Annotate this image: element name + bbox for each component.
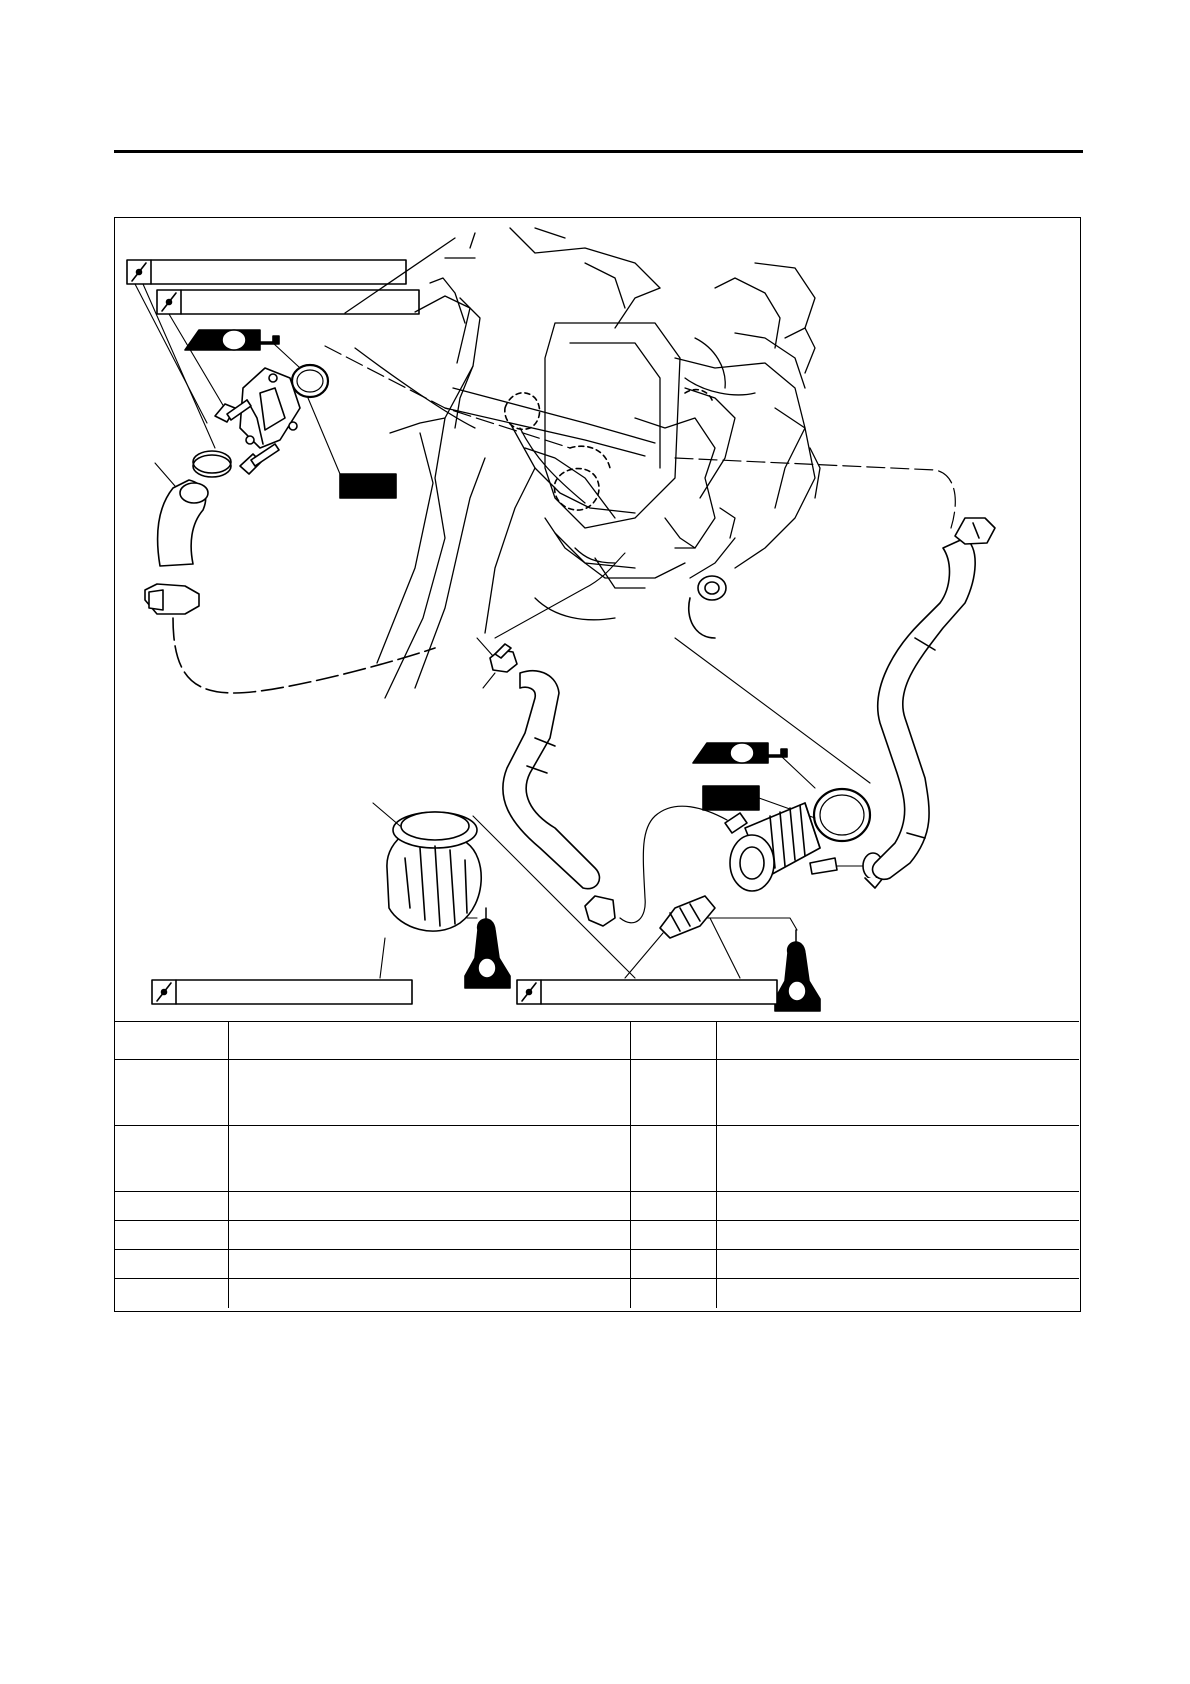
hose-clamp-top-right xyxy=(955,518,995,544)
table-cell xyxy=(716,1192,1079,1221)
table-cell xyxy=(115,1279,228,1308)
table-cell xyxy=(716,1221,1079,1250)
table-cell xyxy=(228,1279,630,1308)
table-header-row xyxy=(115,1022,1079,1060)
hose-clamp-middle xyxy=(490,644,517,672)
o-ring-top xyxy=(292,365,328,397)
lithium-soap-grease-icon xyxy=(185,330,279,350)
table-row xyxy=(115,1221,1079,1250)
table-cell xyxy=(716,1060,1079,1126)
engine-oil-icon xyxy=(465,908,510,988)
table-header-cell xyxy=(630,1022,716,1060)
table-cell xyxy=(228,1192,630,1221)
coolant-hose-long xyxy=(503,671,600,889)
o-ring-right xyxy=(814,789,870,841)
table-cell xyxy=(228,1221,630,1250)
header-rule xyxy=(114,150,1083,153)
table-cell xyxy=(115,1250,228,1279)
coolant-hose-short xyxy=(158,480,208,566)
table-cell xyxy=(115,1192,228,1221)
table-cell xyxy=(716,1250,1079,1279)
table-cell xyxy=(716,1126,1079,1192)
coolant-hose-right xyxy=(873,538,976,879)
table-cell xyxy=(115,1221,228,1250)
table-cell xyxy=(630,1221,716,1250)
new-part-badge xyxy=(703,786,759,810)
table-row xyxy=(115,1279,1079,1308)
table-cell xyxy=(630,1060,716,1126)
table-cell xyxy=(716,1279,1079,1308)
table-cell xyxy=(630,1279,716,1308)
cooler-mount-point xyxy=(689,576,726,638)
oil-filter xyxy=(387,812,481,931)
hose-connector xyxy=(585,896,615,926)
table-cell xyxy=(630,1250,716,1279)
table-row xyxy=(115,1250,1079,1279)
table-header-cell xyxy=(228,1022,630,1060)
hose-clamp-left xyxy=(145,584,199,614)
torque-callout-2 xyxy=(157,290,419,314)
table-cell xyxy=(228,1126,630,1192)
parts-table xyxy=(115,1021,1079,1308)
table-cell xyxy=(115,1126,228,1192)
torque-callout-3 xyxy=(152,980,412,1004)
exploded-diagram xyxy=(115,218,1079,1022)
table-row xyxy=(115,1192,1079,1221)
table-cell xyxy=(630,1192,716,1221)
new-part-badge xyxy=(340,474,396,498)
hose-clamp-top xyxy=(193,451,231,477)
engine-oil-icon xyxy=(775,930,820,1011)
lithium-soap-grease-icon xyxy=(693,743,787,763)
union-bolt xyxy=(660,896,715,938)
diagram-frame xyxy=(114,217,1081,1312)
table-cell xyxy=(630,1126,716,1192)
table-header-cell xyxy=(115,1022,228,1060)
table-cell xyxy=(228,1250,630,1279)
table-cell xyxy=(228,1060,630,1126)
table-header-cell xyxy=(716,1022,1079,1060)
table-row xyxy=(115,1126,1079,1192)
table-row xyxy=(115,1060,1079,1126)
torque-callout-1 xyxy=(127,260,406,284)
table-cell xyxy=(115,1060,228,1126)
torque-callout-4 xyxy=(517,980,777,1004)
